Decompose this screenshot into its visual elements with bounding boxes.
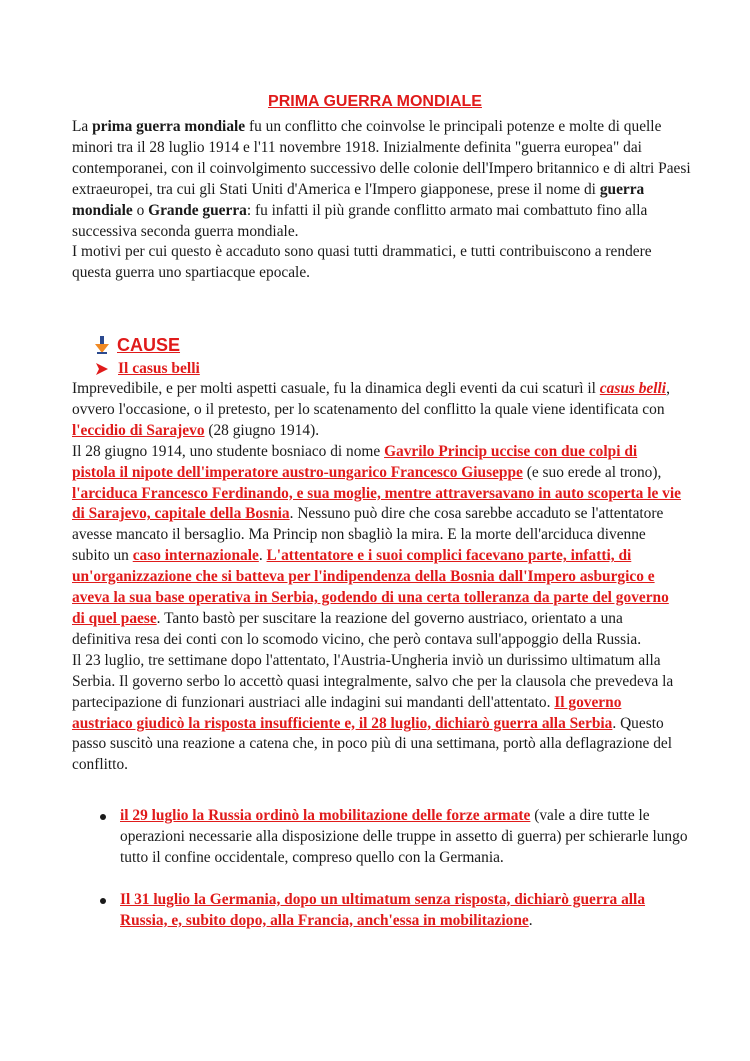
bullet-text: [120, 891, 645, 929]
highlighted-text: il 29 luglio la Russia ordinò la mobilitazione delle forze armate: [120, 807, 531, 824]
bullet-dot-icon: [100, 898, 106, 904]
intro-paragraph: [72, 242, 692, 284]
highlighted-text: casus belli: [599, 380, 667, 397]
body-paragraph: [72, 442, 682, 651]
text-run: Imprevedibile, e per molti aspetti casuale, fu la dinamica degli eventi da cui scaturì il: [72, 380, 600, 397]
bullet-item: [72, 806, 692, 869]
bold-text: prima guerra mondiale: [92, 118, 246, 135]
highlighted-text: Il 31 luglio la Germania, dopo un ultimatum senza risposta, dichiarò guerra alla Russia, e, subito dopo, alla Francia, anch'essa in mobilitazione: [120, 890, 646, 929]
intro-paragraph: [72, 117, 692, 242]
bullet-dot-icon: [100, 814, 106, 820]
bullet-item: [72, 890, 692, 932]
text-run: .: [528, 911, 533, 929]
bullet-list: [72, 806, 692, 932]
page-title: PRIMA GUERRA MONDIALE: [268, 93, 482, 110]
text-run: : fu infatti il più grande conflitto armato mai combattuto fino alla successiva seconda guerra mondiale.: [72, 201, 648, 240]
text-run: La: [72, 118, 93, 135]
highlighted-text: L'attentatore e i suoi complici facevano parte, infatti, di un'organizzazione che si batteva per l'indipendenza della Bosnia dall'Impero asburgico e aveva la sua base operativa in Serbia, godendo di una certa tolleranza da parte del governo di quel paese: [72, 547, 669, 627]
text-run: . Questo passo suscitò una reazione a catena che, in poco più di una settimana, portò alla deflagrazione del conflitto.: [72, 714, 673, 774]
text-run: (vale a dire tutte le operazioni necessarie alla disposizione delle truppe in assetto di guerra) per schierarle lungo tutto il confine occidentale, compreso quello con la Germania.: [120, 807, 688, 866]
text-run: o: [132, 201, 149, 219]
chevron-right-icon: [96, 363, 108, 375]
highlighted-text: Il governo austriaco giudicò la risposta insufficiente e, il 28 luglio, dichiarò guerra alla Serbia: [72, 693, 622, 732]
text-run: fu un conflitto che coinvolse le principali potenze e molte di quelle minori tra il 28 luglio 1914 e l'11 novembre 1918. Inizialmente definita "guerra europea" dai contemporanei, con il coinvolgimento successivo delle colonie dell'Impero britannico e di altri Paesi extraeuropei, tra cui gli Stati Uniti d'America e l'Impero giapponese, prese il nome di: [72, 118, 691, 198]
subsection-title: Il casus belli: [118, 359, 200, 377]
arrow-down-icon: [95, 336, 109, 354]
text-run: , ovvero l'occasione, o il pretesto, per lo scatenamento del conflitto la quale viene identificata con: [72, 380, 670, 418]
text-run: (e suo erede al trono),: [522, 463, 662, 481]
text-run: (28 giugno 1914).: [204, 421, 320, 439]
intro-section: [72, 117, 692, 284]
body-paragraph: [72, 651, 682, 776]
text-run: .: [258, 547, 267, 565]
body-paragraph: [72, 379, 682, 442]
text-run: . Tanto bastò per suscitare la reazione del governo austriaco, orientato a una definitiva resa dei conti con lo scomodo vicino, che però contava sull'appoggio della Russia.: [72, 609, 642, 648]
subsection-heading: [96, 359, 200, 379]
highlighted-text: l'eccidio di Sarajevo: [72, 421, 205, 439]
text-run: Il 28 giugno 1914, uno studente bosniaco di nome: [72, 442, 385, 460]
section-title: CAUSE: [117, 334, 181, 355]
bullet-text: [120, 807, 688, 866]
body-text: [72, 379, 682, 776]
text-run: Il 23 luglio, tre settimane dopo l'attentato, l'Austria-Ungheria inviò un durissimo ultimatum alla Serbia. Il governo serbo lo accettò quasi integralmente, salvo che per la clausola che prevedeva la partecipazione di funzionari austriaci alle indagini sui mandanti dell'attentato.: [72, 651, 674, 711]
text-run: . Nessuno può dire che cosa sarebbe accaduto se l'attentatore avesse mancato il bersaglio. Ma Princip non sbagliò la mira. E la morte dell'arciduca divenne subito un: [72, 505, 664, 565]
bold-text: guerra mondiale: [72, 180, 645, 219]
highlighted-text: l'arciduca Francesco Ferdinando, e sua moglie, mentre attraversavano in auto scoperta le vie di Sarajevo, capitale della Bosnia: [72, 484, 681, 523]
highlighted-text: caso internazionale: [132, 547, 259, 565]
section-heading: [95, 334, 180, 356]
bold-text: Grande guerra: [148, 201, 247, 219]
highlighted-text: Gavrilo Princip uccise con due colpi di pistola il nipote dell'imperatore austro-ungarico Francesco Giuseppe: [72, 442, 638, 481]
text-run: I motivi per cui questo è accaduto sono quasi tutti drammatici, e tutti contribuiscono a rendere questa guerra uno spartiacque epocale.: [72, 243, 652, 282]
